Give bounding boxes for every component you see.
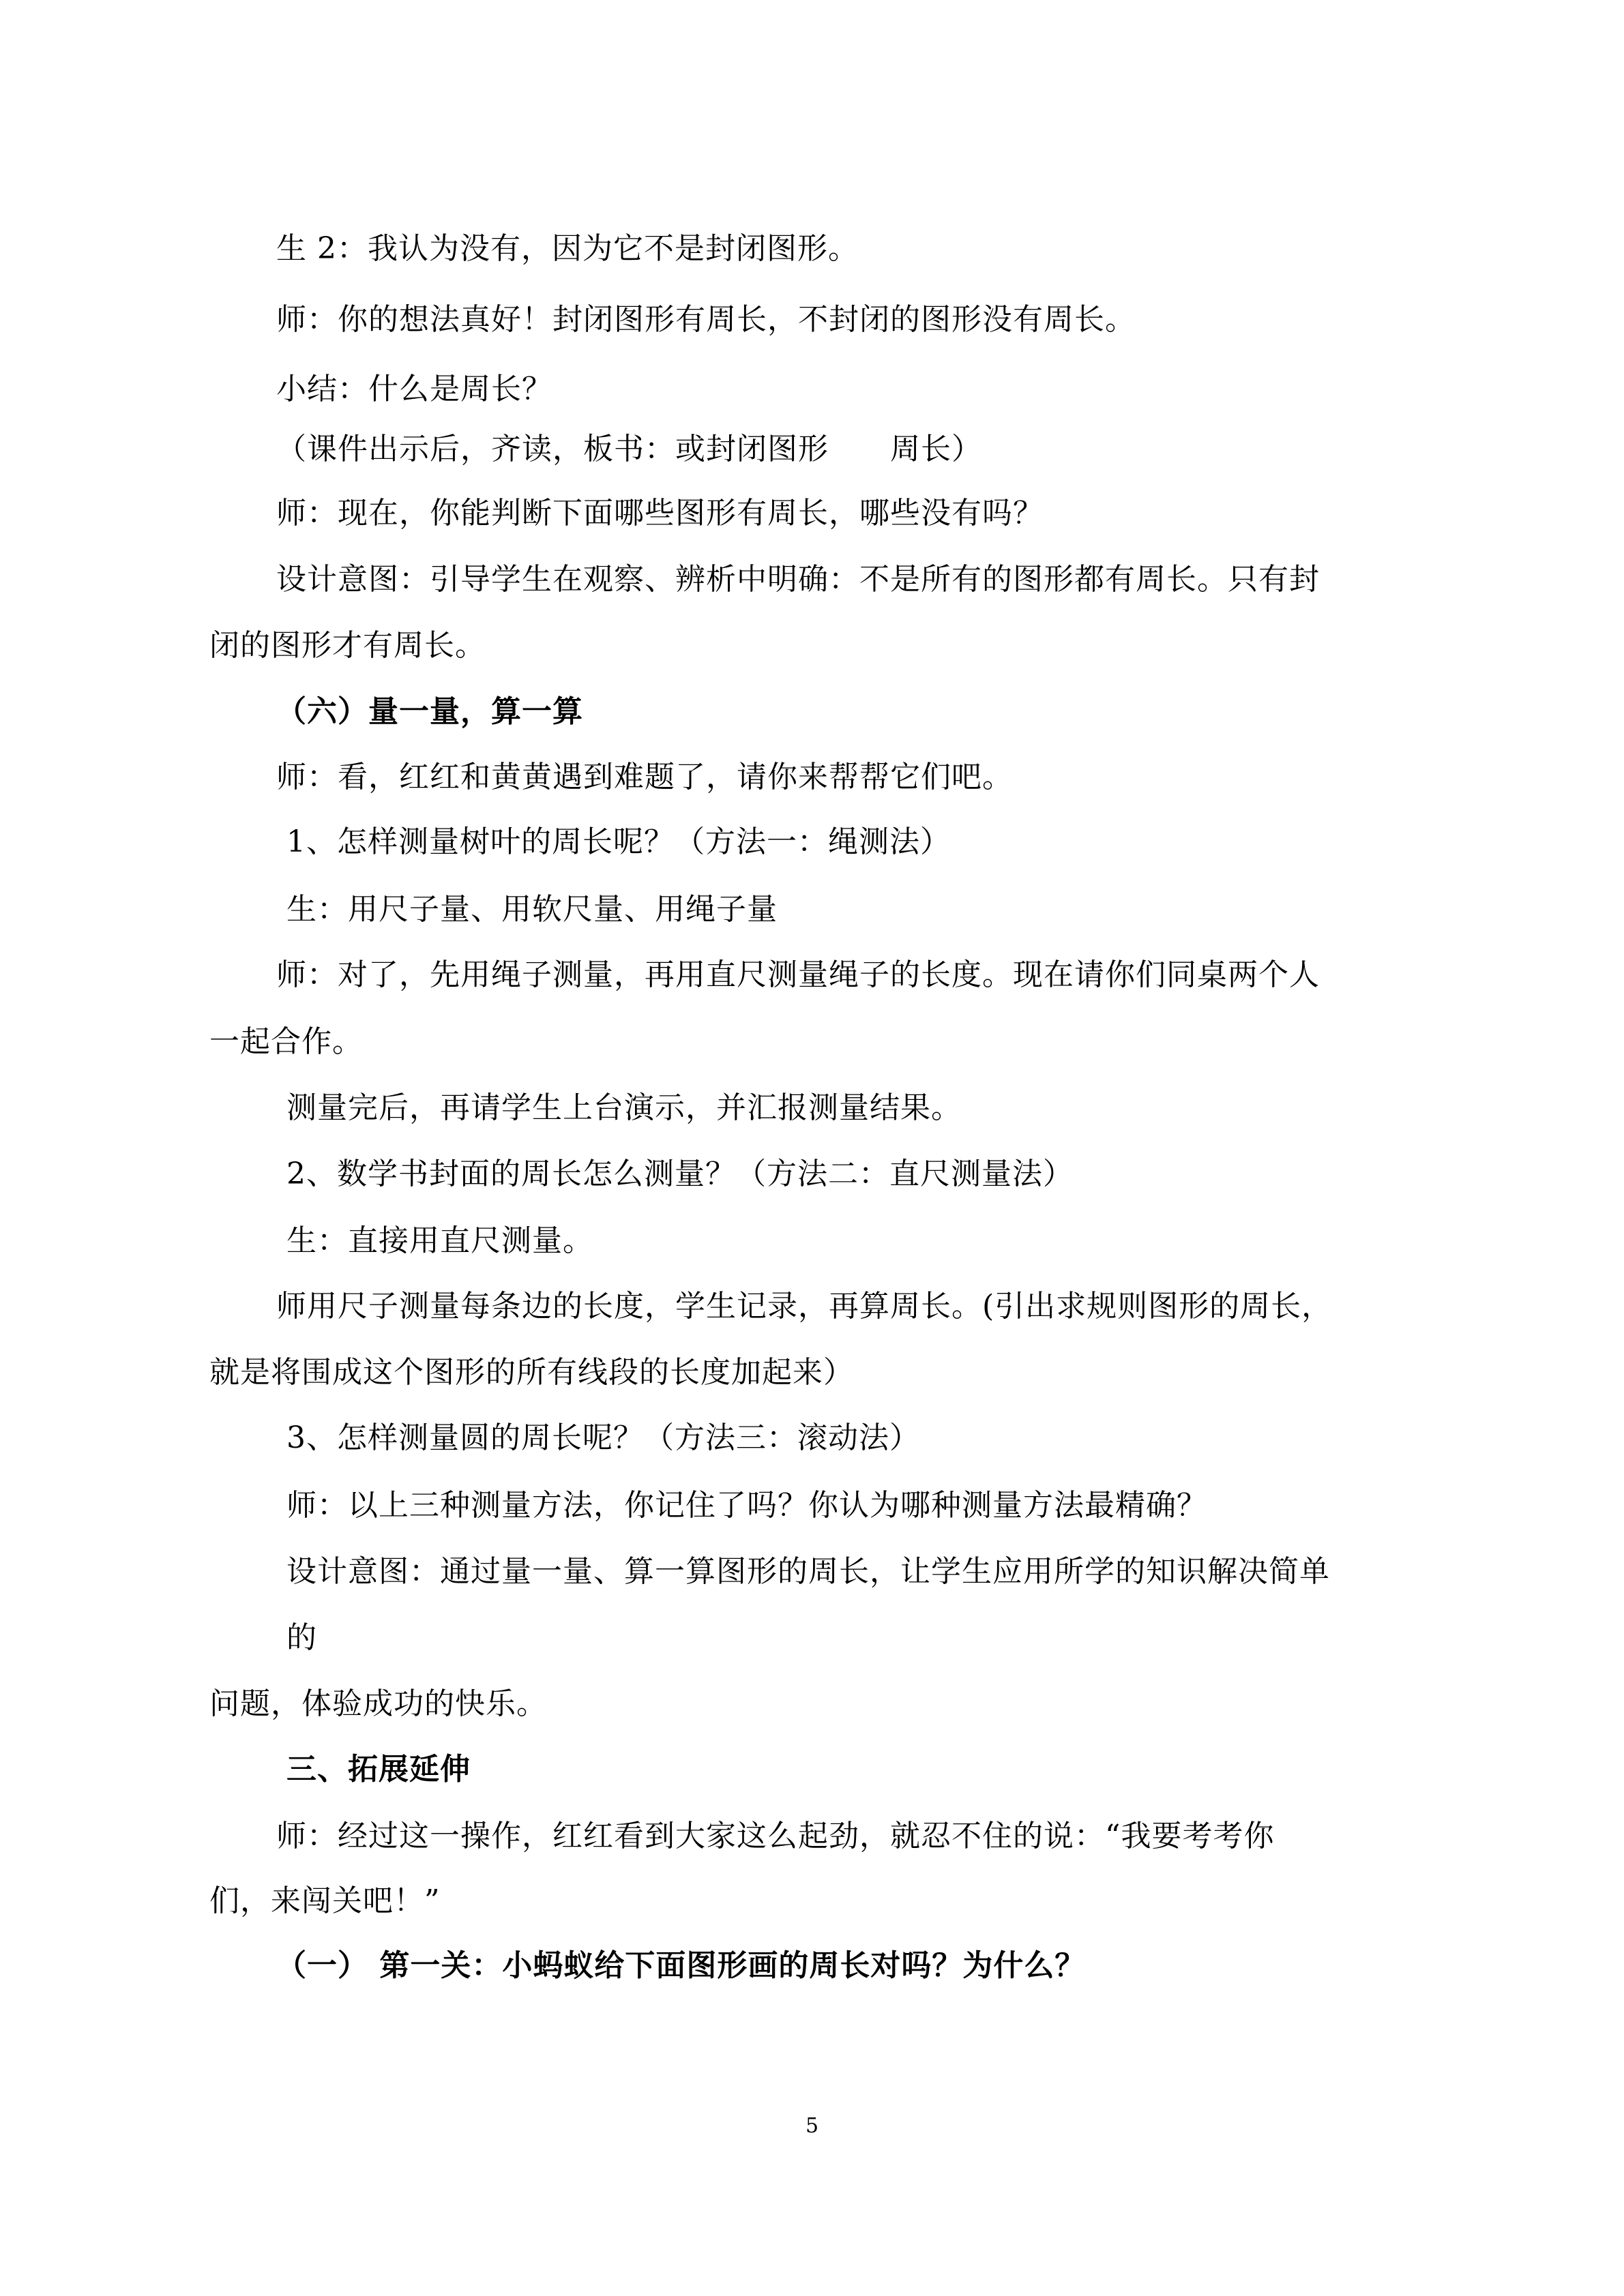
text-line: 就是将围成这个图形的所有线段的长度加起来） — [209, 1355, 854, 1390]
text-line: 生：直接用直尺测量。 — [286, 1223, 593, 1258]
text-line: 设计意图：引导学生在观察、辨析中明确：不是所有的图形都有周长。只有封 — [276, 562, 1320, 597]
text-line: 师：经过这一操作，红红看到大家这么起劲，就忍不住的说：“我要考考你 — [276, 1819, 1275, 1853]
text-line: 们，来闯关吧！” — [209, 1883, 441, 1918]
text-line: 师用尺子测量每条边的长度，学生记录，再算周长。(引出求规则图形的周长， — [276, 1289, 1333, 1324]
text-line: 3、怎样测量圆的周长呢？（方法三：滚动法） — [286, 1420, 920, 1455]
text-line: 一起合作。 — [209, 1024, 363, 1059]
text-line: 师：对了，先用绳子测量，再用直尺测量绳子的长度。现在请你们同桌两个人 — [276, 957, 1320, 992]
text-line: 的 — [286, 1620, 317, 1655]
text-line: 2、数学书封面的周长怎么测量？（方法二：直尺测量法） — [286, 1157, 1074, 1191]
text-line: 1、怎样测量树叶的周长呢？（方法一：绳测法） — [286, 824, 951, 859]
text-line: 师：看，红红和黄黄遇到难题了，请你来帮帮它们吧。 — [276, 760, 1013, 794]
text-line: 师：你的想法真好！封闭图形有周长，不封闭的图形没有周长。 — [276, 302, 1136, 337]
text-line: 小结：什么是周长？ — [276, 372, 552, 406]
text-line: 师：以上三种测量方法，你记住了吗？你认为哪种测量方法最精确？ — [286, 1488, 1207, 1523]
page-number: 5 — [805, 2114, 819, 2138]
text-line: 师：现在，你能判断下面哪些图形有周长，哪些没有吗？ — [276, 496, 1044, 531]
text-line: 测量完后，再请学生上台演示，并汇报测量结果。 — [286, 1090, 962, 1125]
text-line: 闭的图形才有周长。 — [209, 628, 486, 663]
section-heading: 三、拓展延伸 — [286, 1752, 471, 1787]
text-line: 问题，体验成功的快乐。 — [209, 1686, 547, 1721]
text-line: 设计意图：通过量一量、算一算图形的周长，让学生应用所学的知识解决简单 — [286, 1554, 1330, 1589]
text-line: 生 2：我认为没有，因为它不是封闭图形。 — [276, 231, 859, 266]
section-heading: （一） 第一关：小蚂蚁给下面图形画的周长对吗？为什么？ — [276, 1948, 1086, 1983]
text-line: （课件出示后，齐读，板书：或封闭图形 周长） — [276, 432, 982, 466]
section-heading: （六）量一量，算一算 — [276, 694, 583, 729]
text-line: 生：用尺子量、用软尺量、用绳子量 — [286, 892, 778, 927]
